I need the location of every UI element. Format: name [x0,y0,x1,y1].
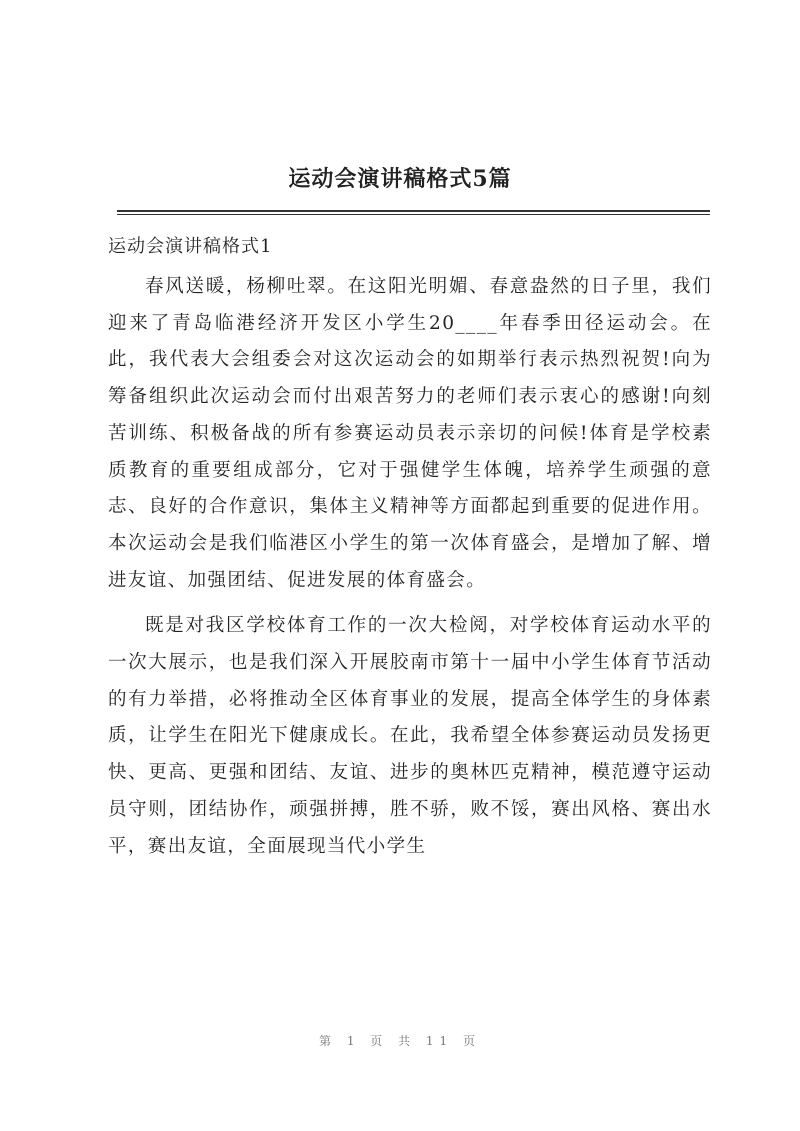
body-text [108,269,712,865]
document-title: 运动会演讲稿格式5篇 [288,166,512,192]
section-heading: 运动会演讲稿格式1 [108,236,273,257]
paragraph-2: 既是对我区学校体育工作的一次大检阅，对学校体育运动水平的一次大展示，也是我们深入开展胶南市第十一届中小学生体育节活动的有力举措，必将推动全区体育事业的发展，提高全体学生的身体素质，让学生在阳光下健康成长。在此，我希望全体参赛运动员发扬更快、更高、更强和团结、友谊、进步的奥林匹克精神，模范遵守运动员守则，团结协作，顽强拼搏，胜不骄，败不馁，赛出风格、赛出水平，赛出友谊，全面展现当代小学生 [108,615,712,857]
title-divider [117,210,710,212]
paragraph-1: 春风送暖，杨柳吐翠。在这阳光明媚、春意盎然的日子里，我们迎来了青岛临港经济开发区小学生20____年春季田径运动会。在此，我代表大会组委会对这次运动会的如期举行表示热烈祝贺!向为筹备组织此次运动会而付出艰苦努力的老师们表示衷心的感谢!向刻苦训练、积极备战的所有参赛运动员表示亲切的问候!体育是学校素质教育的重要组成部分，它对于强健学生体魄，培养学生顽强的意志、良好的合作意识，集体主义精神等方面都起到重要的促进作用。本次运动会是我们临港区小学生的第一次体育盛会，是增加了解、增进友谊、加强团结、促进发展的体育盛会。 [108,276,712,591]
page-footer: 第 1 页 共 11 页 [319,1034,481,1048]
title-divider-thin [117,214,710,215]
